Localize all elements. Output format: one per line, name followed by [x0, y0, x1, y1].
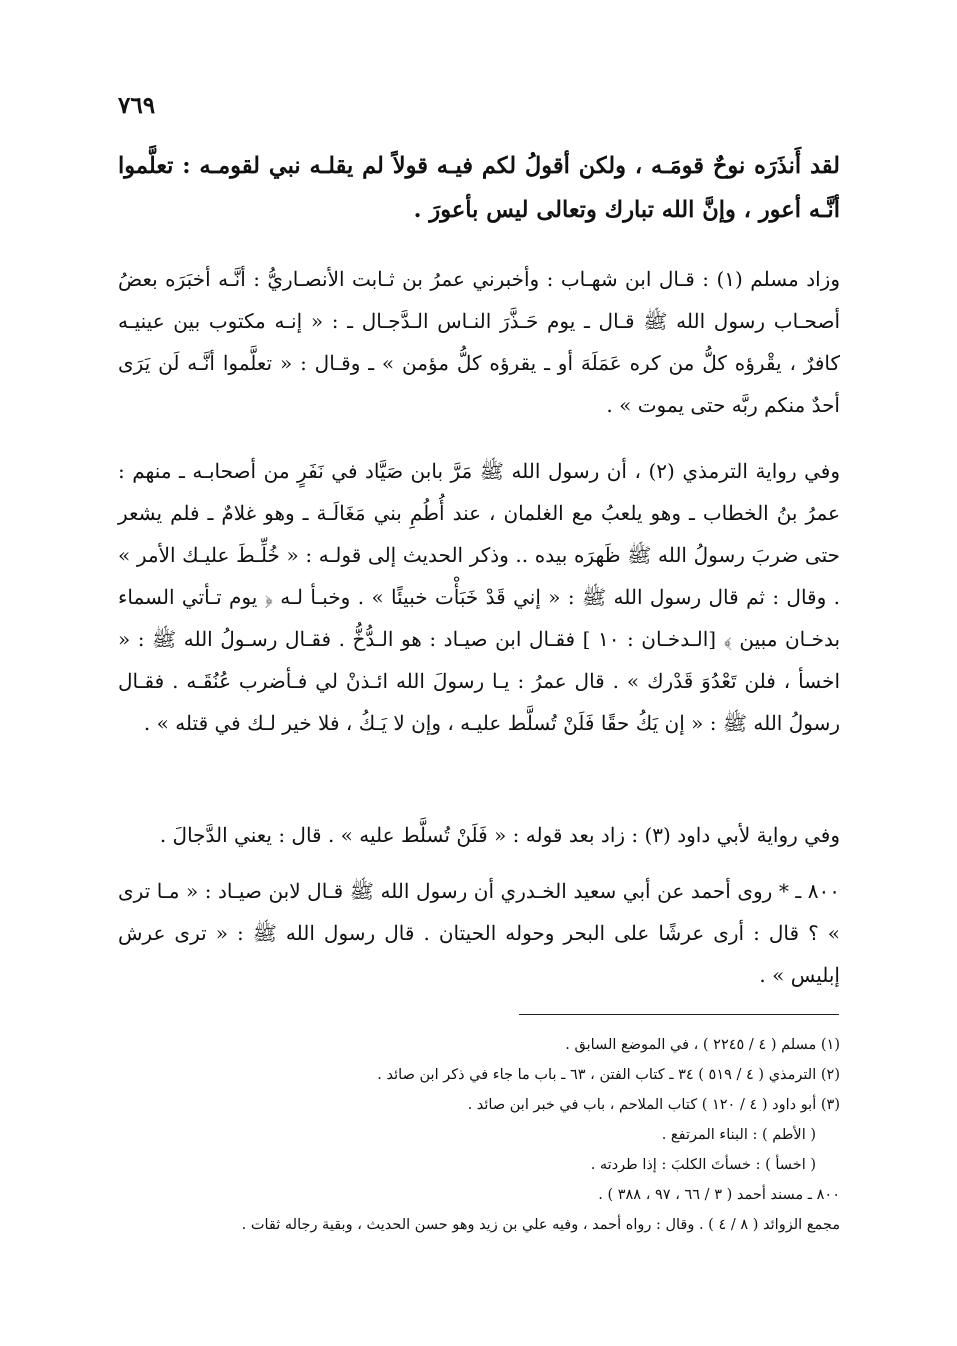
footnote-item: (٣) أبو داود ( ٤ / ١٢٠ ) كتاب الملاحم ، باب في خبر ابن صائد .: [467, 1097, 840, 1113]
footnotes: [118, 1030, 840, 1240]
footnote-item: مجمع الزوائد ( ٨ / ٤ ) . وقال : رواه أحمد ، وفيه علي بن زيد وهو حسن الحديث ، وبقية رجاله ثقات .: [241, 1217, 840, 1233]
page-number: ٧٦٩: [118, 92, 156, 119]
paragraph-muslim-addition: وزاد مسلم (١) : قـال ابن شهـاب : وأخبرني عمرُ بن ثـابت الأنصـاريُّ : أنَّـه أخبَرَه بعضُ أصحـاب رسول الله ﷺ قـال ـ يوم حَـذَّرَ النـاس الـدَّجـال ـ : « إنـه مكتوب بين عينيـه كافرٌ ، يقْرؤه كلُّ من كره عَمَلَهَ أو ـ يقرؤه كلُّ مؤمن » ـ وقـال : « تعلَّموا أنَّـه لَن يَرَى أحدٌ منكم ربَّه حتى يموت » .: [118, 267, 840, 417]
footnote-item: (٢) الترمذي ( ٤ / ٥١٩ ) ٣٤ ـ كتاب الفتن ، ٦٣ ـ باب ما جاء في ذكر ابن صائد .: [377, 1067, 840, 1083]
paragraph-hadith-800: ٨٠٠ ـ * روى أحمد عن أبي سعيد الخـدري أن رسول الله ﷺ قـال لابن صيـاد : « مـا ترى » ؟ قال : أرى عرشًا على البحر وحوله الحيتان . قال رسول الله ﷺ : « ترى عرش إبليس » .: [118, 879, 840, 987]
footnote-gloss: ( الأطم ) : البناء المرتفع .: [661, 1127, 816, 1143]
paragraph-hadith-end: لقد أَنذَرَه نوحٌ قومَـه ، ولكن أقولُ لكم فيـه قولاً لم يقلـه نبي لقومـه : تعلَّموا أنَّـه أعور ، وإنَّ الله تبارك وتعالى ليس بأعورَ .: [118, 153, 840, 223]
paragraph-tirmidhi-narration: وفي رواية الترمذي (٢) ، أن رسول الله ﷺ مَرَّ بابن صَيَّاد في نَفَرٍ من أصحابـه ـ منهم : عمرُ بنُ الخطاب ـ وهو يلعبُ مع الغلمان ، عند أُطُمِ بني مَغَالَـة ـ وهو غلامٌ ـ فلم يشعر حتى ضربَ رسولُ الله ﷺ ظَهرَه بيده .. وذكر الحديث إلى قولـه : « خُلِّـطَ عليـك الأمر » . وقال : ثم قال رسول الله ﷺ : « إني قَدْ خَبَأْت خبيئًا » . وخبـأ لـه ﴿ يوم تـأتي السماء بدخـان مبين ﴾ [الـدخـان : ١٠ ] فقـال ابن صيـاد : هو الـدُّخُّ . فقـال رسـولُ الله ﷺ : « اخسأ ، فلن تَعْدُوَ قَدْرك » . قال عمرُ : يـا رسولَ الله ائـذنْ لي فـأضرب عُنُقَـه . فقـال رسولُ الله ﷺ : « إن يَكُ حقًا فَلَنْ تُسلَّط عليـه ، وإن لا يَـكُ ، فلا خير لـك في قتله » .: [118, 459, 841, 735]
footnote-item: (١) مسلم ( ٤ / ٢٢٤٥ ) ، في الموضع السابق .: [565, 1037, 840, 1053]
footnote-divider: [519, 1014, 839, 1015]
footnote-item: ٨٠٠ ـ مسند أحمد ( ٣ / ٦٦ ، ٩٧ ، ٣٨٨ ) .: [598, 1187, 840, 1203]
paragraph-abu-dawud-narration: وفي رواية لأبي داود (٣) : زاد بعد قوله : « فَلَنْ تُسلَّط عليه » . قال : يعني الدَّجالَ .: [159, 823, 840, 847]
footnote-gloss: ( اخسأ ) : خسأتَ الكلبَ : إذا طردته .: [590, 1157, 816, 1173]
